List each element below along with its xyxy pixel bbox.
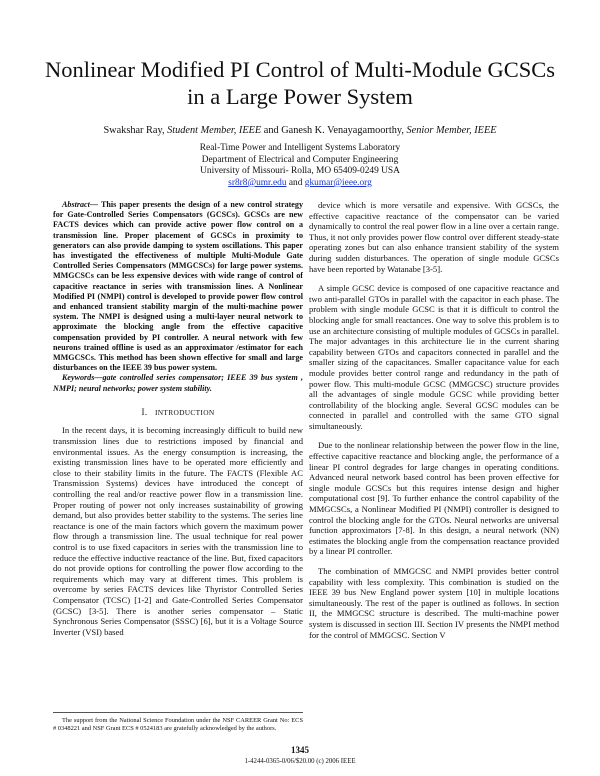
footnote: The support from the National Science Foundation under the NSF CAREER Grant No: ECS # 0348221 and NSF Grant ECS # 0524183 are gratefully acknowledged by the authors. [53, 712, 303, 733]
abstract-text: — This paper presents the design of a new control strategy for Gate-Controlled Series Compensators (GCSCs). GCSCs are new FACTS devices which can provide active power flow control on a transmission line. Proper placement of GCSCs in proximity to generators can also provide damping to system oscillations. This paper has investigated the effectiveness of multiple Multi-Module Gate Controlled Series Compensators (MMGCSCs) for large power systems. MMGCSCs can be less expensive devices with wide range of control of capacitive reactance in series with transmission lines. A Nonlinear Modified PI (NMPI) control is developed to provide power flow control and enhanced transient stability margin of the multi-machine power system. The NMPI is designed using a multi-layer neural network to approximate the blocking angle from the effective capacitive compensation provided by PI controller. A neural network with few neurons trained offline is used as an approximator /estimator for each MMGCSCs. This method has been shown effective for small and large disturbances on the IEEE 39 bus power system. [53, 200, 303, 373]
paper-title: Nonlinear Modified PI Control of Multi-Module GCSCs in a Large Power System [45, 57, 555, 109]
abstract [53, 200, 303, 373]
section-title: INTRODUCTION [155, 407, 215, 417]
body-paragraph: A simple GCSC device is composed of one capacitive reactance and two anti-parallel GTOs in parallel with the capacitor in each phase. The problem with single module GCSC is that it is difficult to control the blocking angle for small reactances. One way to solve this problem is to use an architecture consisting of multiple modules of GCSCs in parallel. The major advantages in this architecture lie in the current sharing capability between GTOs and capacitors connected in parallel and the smaller sizing of the capacitances. Smaller capacitance value for each module provides better control range and redundancy in the path of power flow. This multi-module GCSC (MMGCSC) structure provides all the advantages of single module GCSC while providing better controllability of the blocking angle. Several GCSC modules can be connected in parallel and controlled with the same GTO signal simultaneously. [309, 283, 559, 431]
email-link-2[interactable]: gkumar@ieee.org [304, 177, 372, 188]
abstract-lead: Abstract [62, 200, 90, 209]
author-1-name: Swakshar Ray, [103, 125, 165, 136]
body-paragraph: Due to the nonlinear relationship between the power flow in the line, effective capacitive reactance and blocking angle, the performance of a linear PI control degrades for large changes in operating conditions. Advanced neural network based control has been proven effective for single module GCSCs but this requires intense design and higher computational cost [9]. To further enhance the control capability of the MMGCSCs, a Nonlinear Modified PI (NMPI) controller is designed to control the blocking angle for the GTOs. Neural networks are universal function approximators [7-8]. In this design, a neural network (NN) estimates the blocking angle from the compensation reactance provided by a linear PI controller. [309, 440, 559, 557]
affiliation-university: University of Missouri- Rolla, MO 65409-0249 USA [200, 166, 400, 177]
author-2-role: Senior Member, IEEE [406, 125, 497, 136]
body-paragraph: In the recent days, it is becoming increasingly difficult to build new transmission lines due to restrictions imposed by financial and environmental issues. As the energy consumption is increasing, the existing transmission lines have to be operated more efficiently and close to their stability limits in the future. The FACTS (Flexible AC Transmission Systems) devices have introduced the concept of controlling the real and/or reactive power flow in a transmission line. Proper routing of power not only increases sustainability of growing demand, but also provides better stability to the systems. The series line reactance is one of the main factors which govern the maximum power flow through a transmission line. The usual technique for real power control is to use fixed capacitors in series with the transmission line to reduce the effective inductive reactance of the line. But, fixed capacitors do not provide options for controlling the power flow according to the requirements which may vary at different times. This problem is overcome by series FACTS devices like Thyristor Controlled Series Compensator (TCSC) [1-2] and Gate-Controlled Series Compensator (GCSC) [3-5]. There is another series compensator – Static Synchronous Series Compensator (SSSC) [6], but it is a Voltage Source Inverter (VSI) based [53, 425, 303, 637]
author-1-role: Student Member, IEEE [167, 125, 262, 136]
affiliation-lab: Real-Time Power and Intelligent Systems Laboratory [199, 143, 401, 153]
left-column [53, 200, 303, 637]
author-2-name: and Ganesh K. Venayagamoorthy, [263, 125, 404, 136]
right-column [309, 200, 559, 640]
keywords-text: —gate controlled series compensator; IEEE 39 bus system , NMPI; neural networks; power system stability. [53, 373, 303, 393]
section-heading-introduction [53, 407, 303, 419]
email-line [40, 178, 560, 190]
body-paragraph: The combination of MMGCSC and NMPI provides better control capability with less complexity. This combination is studied on the IEEE 39 bus New England power system [10] in multiple locations simultaneously. The rest of the paper is outlined as follows. In section II, the MMGCSC structure is described. The multi-machine power system is discussed in section III. Section IV presents the NMPI method for the control of MMGCSC. Section V [309, 566, 559, 640]
page-number: 1345 [291, 745, 309, 755]
affiliation-dept: Department of Electrical and Computer Engineering [201, 154, 399, 165]
body-paragraph: device which is more versatile and expensive. With GCSCs, the effective capacitive reactance of the compensator can be varied dynamically to control the real power flow in a line over a certain range. Thus, it not only provides power flow control over different steady-state operating zones but can also enhance transient stability of the system during sudden disturbances. The operation of single module GCSCs have been reported by Watanabe [3-5]. [309, 200, 559, 274]
affiliation-block [40, 143, 560, 189]
keywords-lead: Keywords [62, 373, 95, 383]
email-separator: and [286, 177, 305, 188]
copyright-isbn: 1-4244-0365-0/06/$20.00 (c) 2006 IEEE [244, 758, 356, 765]
email-link-1[interactable]: sr8r8@umr.edu [228, 177, 287, 188]
section-number: I. [141, 406, 148, 417]
keywords [53, 373, 303, 393]
author-line [40, 125, 560, 136]
